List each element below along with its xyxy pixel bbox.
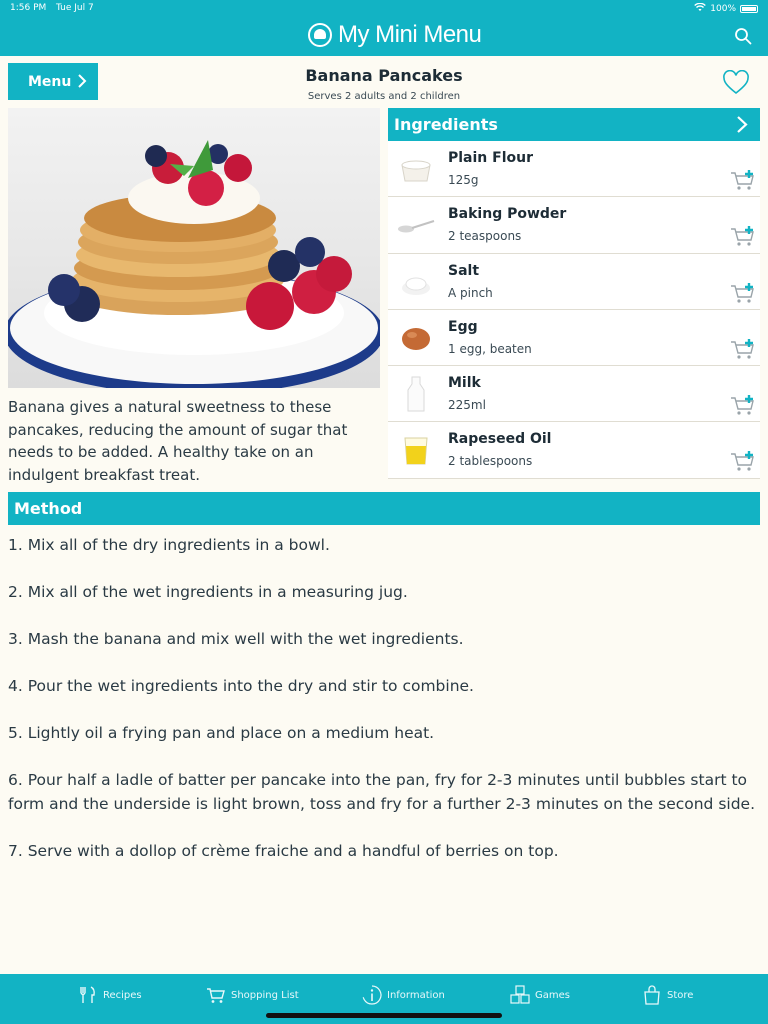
ingredient-row (388, 141, 760, 197)
recipe-title: Banana Pancakes (305, 66, 463, 85)
tab-information[interactable] (362, 984, 445, 1006)
tab-label: Information (387, 989, 445, 1001)
flour-bowl-icon (396, 151, 436, 187)
ingredient-quantity: 2 tablespoons (448, 454, 533, 469)
ingredient-name: Egg (448, 318, 478, 335)
ingredient-quantity: 2 teaspoons (448, 229, 522, 244)
add-to-cart-icon[interactable] (730, 169, 756, 191)
ingredients-header[interactable] (388, 108, 760, 141)
status-date: Tue Jul 7 (56, 3, 94, 13)
tab-label: Games (535, 989, 570, 1001)
blocks-icon (510, 985, 530, 1005)
method-step: 7. Serve with a dollop of crème fraiche and a handful of berries on top. (8, 842, 559, 860)
chevron-right-icon (736, 115, 748, 134)
app-header (0, 0, 768, 56)
ingredient-quantity: 125g (448, 173, 479, 187)
battery-percent: 100% (710, 4, 736, 14)
ingredients-heading: Ingredients (394, 115, 498, 134)
status-indicators (694, 3, 758, 15)
add-to-cart-icon[interactable] (730, 450, 756, 472)
chef-hat-icon (308, 23, 332, 47)
tab-shopping-list[interactable] (206, 984, 299, 1006)
heart-icon[interactable] (722, 70, 750, 96)
battery-icon (740, 5, 758, 13)
method-heading: Method (14, 499, 83, 518)
recipe-description: Banana gives a natural sweetness to these pancakes, reducing the amount of sugar that needs to be added. A healthy take on an indulgent breakfast treat. (8, 398, 348, 484)
bag-icon (642, 985, 662, 1005)
oil-glass-icon (396, 432, 436, 468)
egg-icon (396, 320, 436, 356)
method-step: 4. Pour the wet ingredients into the dry and stir to combine. (8, 677, 474, 695)
method-step: 1. Mix all of the dry ingredients in a bowl. (8, 536, 330, 554)
fork-knife-icon (78, 985, 98, 1005)
menu-button-label: Menu (28, 73, 72, 90)
tab-store[interactable] (642, 984, 693, 1006)
ingredient-row (388, 197, 760, 253)
cart-icon (206, 985, 226, 1005)
ingredient-name: Plain Flour (448, 150, 533, 166)
milk-bottle-icon (396, 376, 436, 412)
method-step: 6. Pour half a ladle of batter per pancake into the pan, fry for 2-3 minutes until bubbles start to form and the underside is light brown, toss and fry for a further 2-3 minutes on the second side. (8, 771, 756, 813)
add-to-cart-icon[interactable] (730, 225, 756, 247)
ingredient-row (388, 254, 760, 310)
ingredients-list (388, 141, 760, 479)
home-indicator[interactable] (266, 1013, 502, 1018)
add-to-cart-icon[interactable] (730, 282, 756, 304)
info-icon (362, 985, 382, 1005)
app-name: My Mini Menu (338, 21, 482, 48)
tab-label: Store (667, 989, 694, 1001)
salt-icon (396, 264, 436, 300)
ingredient-row (388, 310, 760, 366)
recipe-serves: Serves 2 adults and 2 children (307, 91, 461, 102)
app-logo (308, 18, 481, 52)
tab-games[interactable] (510, 984, 570, 1006)
search-icon[interactable] (734, 27, 752, 45)
tab-label: Recipes (103, 989, 142, 1001)
add-to-cart-icon[interactable] (730, 338, 756, 360)
ingredient-name: Milk (448, 375, 481, 392)
add-to-cart-icon[interactable] (730, 394, 756, 416)
method-step: 5. Lightly oil a frying pan and place on a medium heat. (8, 724, 435, 742)
status-time: 1:56 PM (10, 3, 47, 13)
tab-recipes[interactable] (78, 984, 142, 1006)
spoon-icon (396, 207, 436, 243)
ingredient-quantity: 1 egg, beaten (448, 341, 532, 356)
ingredient-name: Rapeseed Oil (448, 431, 552, 448)
method-step: 3. Mash the banana and mix well with the wet ingredients. (8, 630, 464, 648)
ingredient-name: Baking Powder (448, 206, 567, 223)
ingredient-row (388, 422, 760, 478)
recipe-photo (8, 108, 380, 388)
tab-label: Shopping List (231, 989, 299, 1001)
wifi-icon (694, 3, 706, 15)
method-header (8, 492, 760, 525)
method-step: 2. Mix all of the wet ingredients in a measuring jug. (8, 583, 408, 601)
method-steps (8, 533, 760, 886)
ingredient-quantity: A pinch (448, 285, 493, 300)
ingredient-name: Salt (448, 262, 480, 279)
ingredient-quantity: 225ml (448, 398, 486, 413)
ingredient-row (388, 366, 760, 422)
